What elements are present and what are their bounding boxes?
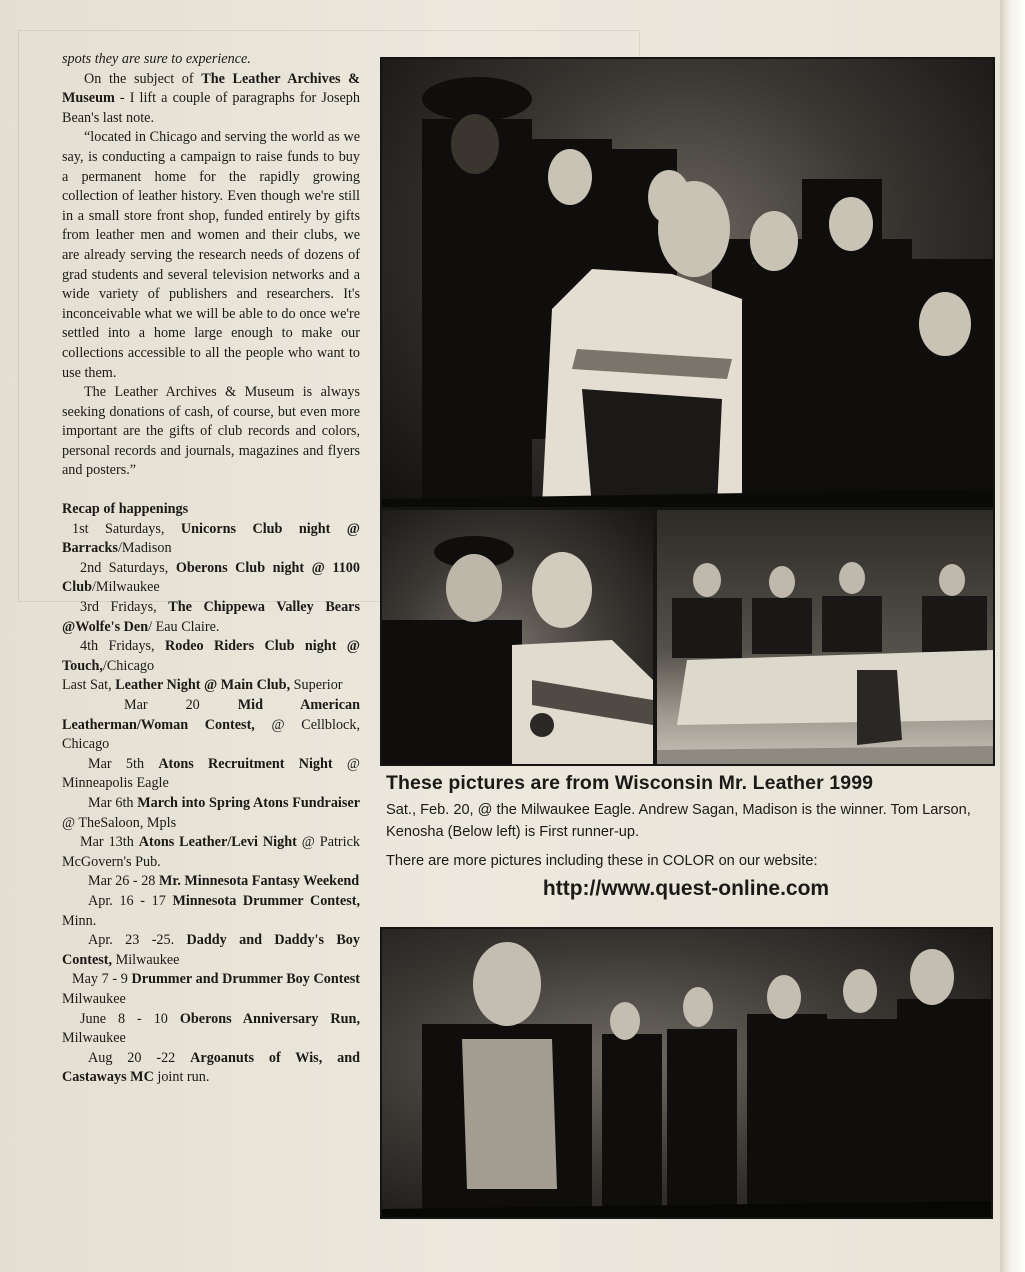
quote-paragraph-1: “located in Chicago and serving the world as we say, is conducting a campaign to raise funds to buy a permanent home for the rapidly growing collection of leather history. Even though we're still in a small store front shop, funded entirely by gifts from leather men and women and their clubs, we are already serving the research needs of dozens of grad students and several television networks and a wide variety of publishers and researchers. It's inconceivable what we will be able to do once we're settled into a home large enough to make our collections accessible to all the people who want to use them. xyxy=(62,129,360,381)
caption-headline: These pictures are from Wisconsin Mr. Leather 1999 xyxy=(386,772,874,794)
lead-line: spots they are sure to experience. xyxy=(62,51,251,67)
recap-item: Mar 20 Mid American Leatherman/Woman Contest, @ Cellblock, Chicago xyxy=(62,697,361,753)
recap-item: 2nd Saturdays, Oberons Club night @ 1100 Club/Milwaukee xyxy=(62,559,360,596)
judges-photo xyxy=(655,508,995,766)
contestants-photo xyxy=(380,927,993,1219)
recap-item: Mar 13th Atons Leather/Levi Night @ Patrick McGovern's Pub. xyxy=(62,834,360,870)
recap-item: Apr. 23 -25. Daddy and Daddy's Boy Contest, Milwaukee xyxy=(62,932,360,968)
caption-more: There are more pictures including these in COLOR on our website: xyxy=(386,853,818,869)
article-column xyxy=(62,50,360,1088)
recap-list xyxy=(62,520,360,1088)
caption-body: Sat., Feb. 20, @ the Milwaukee Eagle. Andrew Sagan, Madison is the winner. Tom Larson, Kenosha (Below left) is First runner-up. xyxy=(386,802,971,840)
recap-item: June 8 - 10 Oberons Anniversary Run, Milwaukee xyxy=(62,1010,360,1047)
recap-item: 4th Fridays, Rodeo Riders Club night @ Touch,/Chicago xyxy=(62,638,360,674)
recap-item: 1st Saturdays, Unicorns Club night @ Barracks/Madison xyxy=(62,520,361,557)
recap-item: Mar 5th Atons Recruitment Night @ Minneapolis Eagle xyxy=(62,755,360,792)
photo-caption xyxy=(386,772,986,901)
recap-item: Last Sat, Leather Night @ Main Club, Superior xyxy=(62,677,343,694)
contestants-silhouettes xyxy=(382,929,991,1217)
winners-silhouettes xyxy=(382,510,653,764)
recap-item: Apr. 16 - 17 Minnesota Drummer Contest, Minn. xyxy=(62,892,360,929)
quote-paragraph-2: The Leather Archives & Museum is always seeking donations of cash, of course, but even more important are the gifts of club records and colors, personal records and journals, magazines and flyers and posters.” xyxy=(62,384,360,479)
group-silhouettes xyxy=(382,59,993,507)
recap-item: 3rd Fridays, The Chippewa Valley Bears @Wolfe's Den/ Eau Claire. xyxy=(62,599,360,635)
paragraph-intro: On the subject of The Leather Archives & Museum - I lift a couple of paragraphs for Joseph Bean's last note. xyxy=(62,70,360,126)
recap-heading: Recap of happenings xyxy=(62,501,189,518)
winners-photo xyxy=(380,508,655,766)
recap-item: May 7 - 9 Drummer and Drummer Boy Contest Milwaukee xyxy=(62,971,361,1007)
recap-item: Aug 20 -22 Argoanuts of Wis, and Castaways MC joint run. xyxy=(62,1049,360,1086)
archives-name: The Leather Archives & Museum xyxy=(62,70,360,107)
page-gutter xyxy=(1000,0,1025,1272)
recap-item: Mar 6th March into Spring Atons Fundraiser @ TheSaloon, Mpls xyxy=(62,794,360,831)
recap-item: Mar 26 - 28 Mr. Minnesota Fantasy Weekend xyxy=(88,873,360,890)
website-url[interactable]: http://www.quest-online.com xyxy=(542,877,830,900)
judges-silhouettes xyxy=(657,510,993,764)
group-photo-top xyxy=(380,57,995,509)
